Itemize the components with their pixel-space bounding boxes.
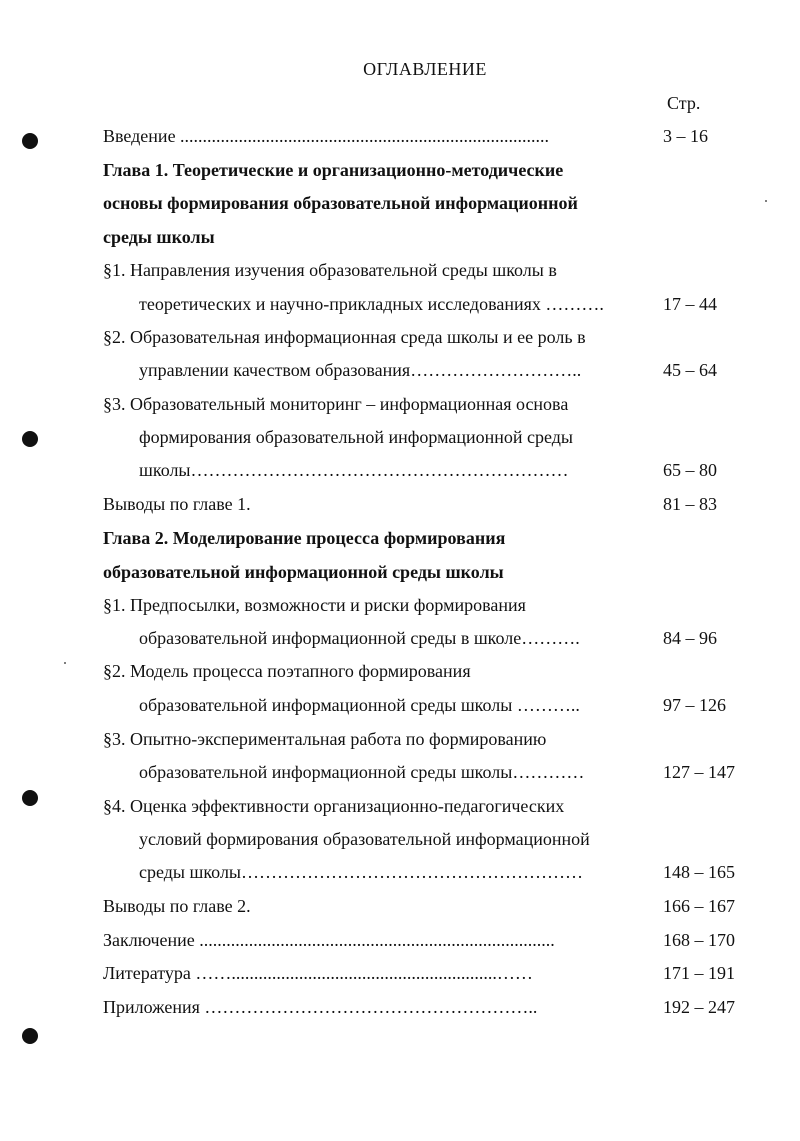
toc-entry-appendices: Приложения ……………………………………………….. [103, 997, 538, 1017]
toc-ch1-section-3-line3: школы……………………………………………………… [139, 460, 569, 480]
toc-chapter-1-heading-line2: основы формирования образовательной информационной [103, 193, 578, 213]
toc-pages-ch1-section-3: 65 – 80 [663, 460, 717, 480]
punch-hole [22, 133, 38, 149]
toc-pages-ch1-section-1: 17 – 44 [663, 294, 717, 314]
toc-ch1-section-2-line2: управлении качеством образования……………………….. [139, 360, 582, 380]
toc-ch2-section-1: §1. Предпосылки, возможности и риски формирования [103, 595, 526, 615]
toc-ch1-section-1: §1. Направления изучения образовательной среды школы в [103, 260, 557, 280]
toc-ch2-section-2: §2. Модель процесса поэтапного формирования [103, 661, 471, 681]
toc-pages-references: 171 – 191 [663, 963, 735, 983]
toc-chapter-1-heading: Глава 1. Теоретические и организационно-методические [103, 160, 564, 180]
toc-ch1-section-3-line2: формирования образовательной информационной среды [139, 427, 574, 447]
toc-ch2-section-4: §4. Оценка эффективности организационно-педагогических [103, 796, 565, 816]
toc-chapter-2-heading-line2: образовательной информационной среды школы [103, 562, 504, 582]
toc-ch2-section-4-line3: среды школы………………………………………………… [139, 862, 584, 882]
scan-speck [765, 200, 767, 202]
toc-pages-conclusion: 168 – 170 [663, 930, 735, 950]
toc-entry-references: Литература ……...........................................................…… [103, 963, 533, 983]
toc-ch1-section-1-line2: теоретических и научно-прикладных исследованиях ………. [139, 294, 604, 314]
toc-chapter-2-heading: Глава 2. Моделирование процесса формирования [103, 528, 506, 548]
toc-pages-introduction: 3 – 16 [663, 126, 708, 146]
toc-pages-appendices: 192 – 247 [663, 997, 735, 1017]
toc-pages-chapter-2-conclusions: 166 – 167 [663, 896, 735, 916]
toc-chapter-1-conclusions: Выводы по главе 1. [103, 494, 251, 514]
punch-hole [22, 790, 38, 806]
toc-ch1-section-3: §3. Образовательный мониторинг – информационная основа [103, 394, 569, 414]
toc-pages-ch2-section-4: 148 – 165 [663, 862, 735, 882]
page-title: ОГЛАВЛЕНИЕ [363, 59, 487, 79]
toc-ch2-section-2-line2: образовательной информационной среды школы ……….. [139, 695, 580, 715]
toc-ch2-section-3: §3. Опытно-экспериментальная работа по формированию [103, 729, 547, 749]
toc-entry-conclusion: Заключение ............................................................................... [103, 930, 555, 950]
toc-pages-ch2-section-1: 84 – 96 [663, 628, 717, 648]
punch-hole [22, 1028, 38, 1044]
page-column-label: Стр. [667, 93, 701, 113]
toc-pages-ch1-section-2: 45 – 64 [663, 360, 717, 380]
toc-ch1-section-2: §2. Образовательная информационная среда школы и ее роль в [103, 327, 586, 347]
toc-entry-introduction: Введение .................................................................................. [103, 126, 550, 146]
toc-ch2-section-1-line2: образовательной информационной среды в школе………. [139, 628, 580, 648]
toc-ch2-section-3-line2: образовательной информационной среды школы………… [139, 762, 585, 782]
toc-ch2-section-4-line2: условий формирования образовательной информационной [139, 829, 590, 849]
toc-pages-chapter-1-conclusions: 81 – 83 [663, 494, 717, 514]
toc-chapter-2-conclusions: Выводы по главе 2. [103, 896, 251, 916]
punch-hole [22, 431, 38, 447]
toc-chapter-1-heading-line3: среды школы [103, 227, 215, 247]
scan-speck [64, 662, 66, 664]
toc-pages-ch2-section-2: 97 – 126 [663, 695, 726, 715]
toc-pages-ch2-section-3: 127 – 147 [663, 762, 735, 782]
